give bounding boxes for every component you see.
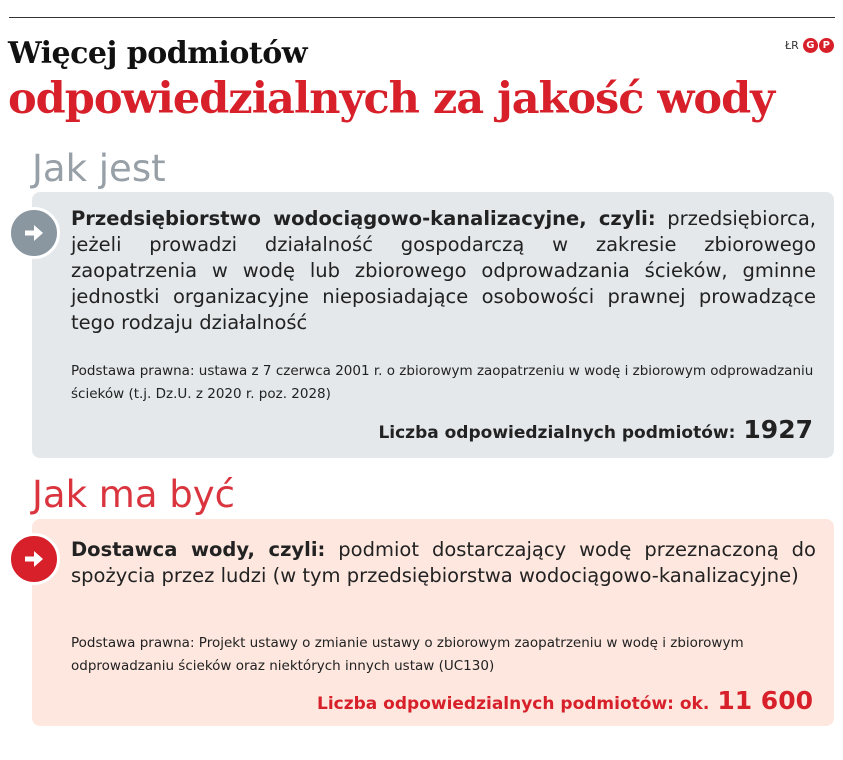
title-line-1: Więcej podmiotów	[8, 36, 308, 71]
arrow-right-icon-graphic	[22, 221, 46, 245]
definition-term-future: Dostawca wody, czyli:	[71, 538, 326, 561]
definition-future	[71, 537, 816, 589]
entity-count-current	[378, 415, 813, 444]
entity-count-future	[317, 686, 813, 715]
count-label-future: Liczba odpowiedzialnych podmiotów: ok.	[316, 694, 710, 714]
definition-text-current: przedsiębiorca, jeżeli prowadzi działalność gospodarczą w zakresie zbiorowego zaopatrzenia w wodę lub zbiorowego odprowadzania ścieków, gminne jednostki organizacyjne nieposiadające osobowości prawnej prowadzące tego rodzaju działalność	[71, 207, 816, 334]
definition-text-future: podmiot dostarczający wodę przeznaczoną do spożycia przez ludzi (w tym przedsiębiorstwa wodociągowo-kanalizacyjne)	[71, 538, 816, 587]
arrow-right-icon-graphic	[22, 547, 46, 571]
count-value-current: 1927	[743, 415, 813, 444]
arrow-right-icon	[8, 207, 60, 259]
logo-letter-g: G	[803, 38, 818, 53]
author-initials: ŁR	[785, 39, 799, 52]
top-rule	[9, 17, 835, 18]
definition-term-current: Przedsiębiorstwo wodociągowo-kanalizacyjne, czyli:	[71, 207, 656, 230]
section-heading-future: Jak ma być	[32, 473, 235, 516]
legal-basis-current: Podstawa prawna: ustawa z 7 czerwca 2001 r. o zbiorowym zaopatrzeniu w wodę i zbiorowym odprowadzaniu ścieków (t.j. Dz.U. z 2020 r. poz. 2028)	[71, 363, 814, 402]
title-line-2: odpowiedzialnych za jakość wody	[8, 74, 775, 124]
publisher-logo	[803, 38, 834, 53]
logo-letter-p: P	[819, 38, 834, 53]
credit	[785, 38, 834, 53]
arrow-right-icon	[8, 533, 60, 585]
count-label-current: Liczba odpowiedzialnych podmiotów:	[378, 423, 736, 443]
count-value-future: 11 600	[717, 686, 813, 715]
definition-current	[71, 206, 816, 336]
section-heading-current: Jak jest	[32, 147, 166, 190]
legal-basis-future: Podstawa prawna: Projekt ustawy o zmianie ustawy o zbiorowym zaopatrzeniu w wodę i zbiorowym odprowadzaniu ścieków oraz niektórych innych ustaw (UC130)	[71, 635, 744, 674]
